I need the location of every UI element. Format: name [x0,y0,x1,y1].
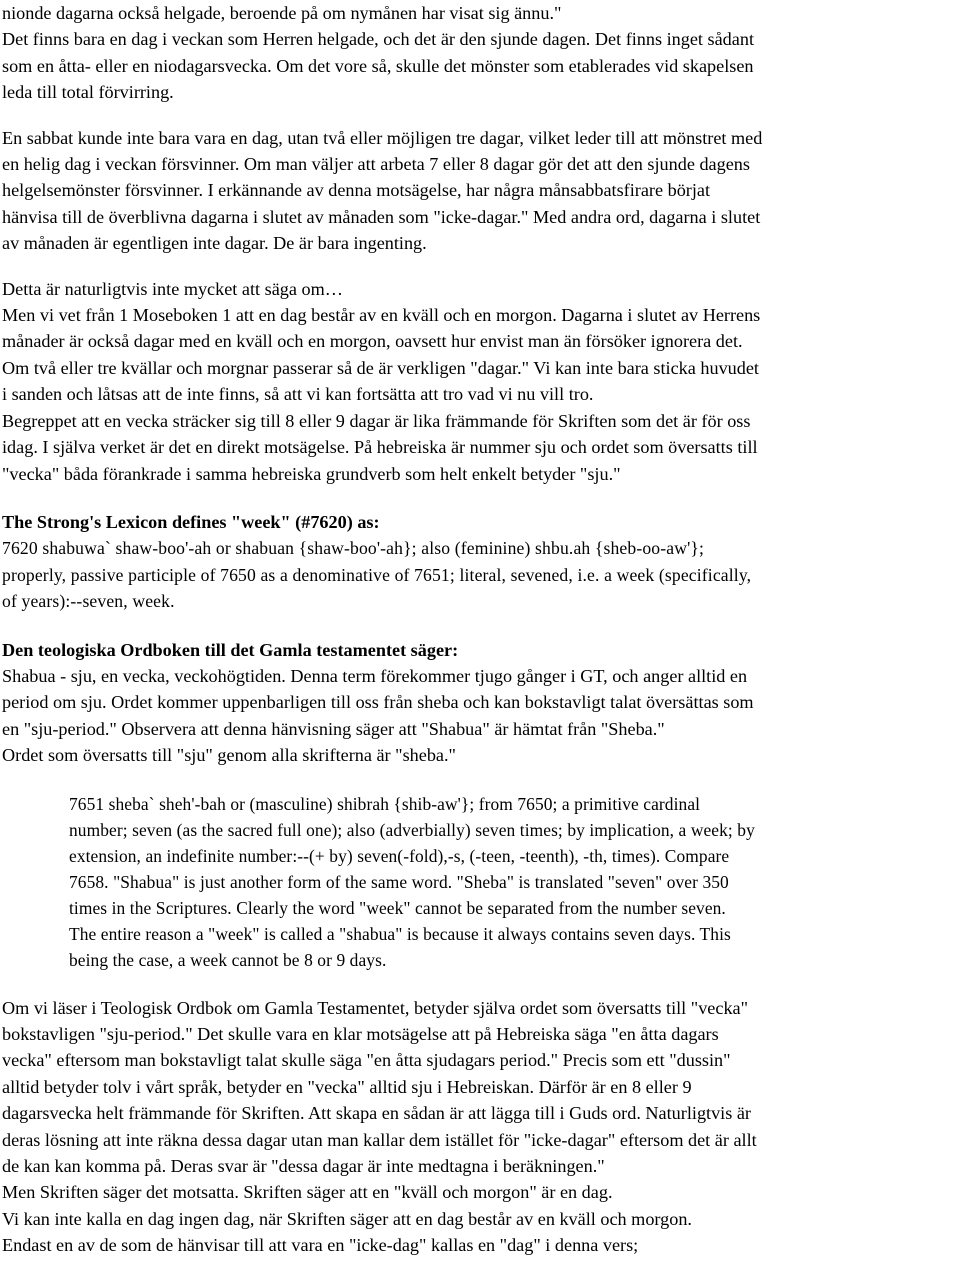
quote-line: The entire reason a "week" is called a "shabua" is because it always contains seven days. This [69,923,731,944]
paragraph-gap [2,487,958,509]
text-line: av månaden är egentligen inte dagar. De är bara ingenting. [2,233,427,254]
text-line: helgelsemönster försvinner. I erkännande av denna motsägelse, har några månsabbatsfirare börjat [2,180,711,201]
text-line: vecka" eftersom man bokstavligt talat skulle säga "en åtta sjudagars period." Precis som ett "dussin" [2,1050,731,1071]
text-line: Vi kan inte kalla en dag ingen dag, när Skriften säger att en dag består av en kväll och morgon. [2,1208,692,1229]
text-line: Detta är naturligtvis inte mycket att säga om… [2,278,343,299]
block-quote [69,791,958,973]
text-line: deras lösning att inte räkna dessa dagar utan man kallar dem istället för "icke-dagar" eftersom det är allt [2,1129,757,1150]
text-line: Om två eller tre kvällar och morgnar passerar så de är verkligen "dagar." Vi kan inte bara sticka huvudet [2,357,759,378]
paragraph-genesis [2,276,958,487]
text-line: hänvisa till de överblivna dagarna i slutet av månaden som "icke-dagar." Med andra ord, dagarna i slutet [2,206,761,227]
text-line: som en åtta- eller en niodagarsvecka. Om det vore så, skulle det mönster som etablerades vid skapelsen [2,55,754,76]
text-line: of years):--seven, week. [2,591,175,612]
section-strongs [2,509,958,615]
paragraph-gap [2,973,958,995]
text-line: de kan kan komma på. Deras svar är "dessa dagar är inte medtagna i beräkningen." [2,1156,605,1176]
quote-line: number; seven (as the sacred full one); also (adverbially) seven times; by implication, a week; by [69,819,755,840]
paragraph-conclusion [2,995,958,1259]
text-line: dagarsvecka helt främmande för Skriften. Att skapa en sådan är att lägga till i Guds ord. Naturligtvis är [2,1103,751,1124]
text-line: Ordet som översatts till "sju" genom alla skrifterna är "sheba." [2,745,456,766]
text-line: i sanden och låtsas att de inte finns, så att vi kan fortsätta att tro vad vi nu vill tro. [2,384,594,405]
paragraph-sabbath [2,125,958,257]
paragraph-intro [2,0,958,106]
text-line: Shabua - sju, en vecka, veckohögtiden. Denna term förekommer tjugo gånger i GT, och anger alltid en [2,665,748,686]
document-page [2,0,958,1259]
text-line: Men Skriften säger det motsatta. Skriften säger att en "kväll och morgon" är en dag. [2,1182,613,1203]
text-line: nionde dagarna också helgade, beroende på om nymånen har visat sig ännu." [2,3,562,23]
quote-line: extension, an indefinite number:--(+ by) seven(-fold),-s, (-teen, -teenth), -th, times). Compare [69,845,730,866]
quote-line: times in the Scriptures. Clearly the word "week" cannot be separated from the number seven. [69,897,726,918]
tdot-heading: Den teologiska Ordboken till det Gamla testamentet säger: [2,639,459,660]
text-line: bokstavligen "sju-period." Det skulle vara en klar motsägelse att på Hebreiska säga "en åtta dagars [2,1023,719,1044]
text-line: Begreppet att en vecka sträcker sig till 8 eller 9 dagar är lika främmande för Skriften som det är för oss [2,410,751,431]
paragraph-gap [2,257,958,276]
text-line: en helig dag i veckan försvinner. Om man väljer att arbeta 7 eller 8 dagar gör det att den sjunde dagens [2,154,750,175]
text-line: Det finns bara en dag i veckan som Herren helgade, och det är den sjunde dagen. Det finns inget sådant [2,29,754,50]
text-line: properly, passive participle of 7650 as a denominative of 7651; literal, sevened, i.e. a week (specifically, [2,564,752,585]
text-line: 7620 shabuwa` shaw-boo'-ah or shabuan {shaw-boo'-ah}; also (feminine) shbu.ah {sheb-oo-aw'}; [2,538,705,559]
paragraph-gap [2,769,958,791]
text-line: Om vi läser i Teologisk Ordbok om Gamla Testamentet, betyder själva ordet som översatts till "vecka" [2,997,749,1018]
text-line: alltid betyder tolv i vårt språk, betyder en "vecka" alltid sju i Hebreiskan. Därför är en 8 eller 9 [2,1076,692,1097]
text-line: period om sju. Ordet kommer uppenbarligen till oss från sheba och kan bokstavligt talat översättas som [2,692,754,713]
text-line: månader är också dagar med en kväll och en morgon, oavsett hur envist man än försöker ignorera det. [2,331,743,352]
text-line: Men vi vet från 1 Moseboken 1 att en dag består av en kväll och en morgon. Dagarna i slutet av Herrens [2,305,761,326]
text-line: En sabbat kunde inte bara vara en dag, utan två eller möjligen tre dagar, vilket leder till att mönstret med [2,127,763,148]
strongs-heading: The Strong's Lexicon defines "week" (#7620) as: [2,511,380,532]
quote-line: being the case, a week cannot be 8 or 9 days. [69,949,387,970]
section-tdot [2,637,958,769]
paragraph-gap [2,615,958,637]
text-line: idag. I själva verket är det en direkt motsägelse. På hebreiska är nummer sju och ordet som översatts till [2,437,758,458]
text-line: leda till total förvirring. [2,82,174,103]
text-line: en "sju-period." Observera att denna hänvisning säger att "Shabua" är hämtat från "Sheba." [2,718,665,739]
quote-line: 7658. "Shabua" is just another form of the same word. "Sheba" is translated "seven" over 350 [69,871,729,892]
paragraph-gap [2,106,958,125]
text-line: Endast en av de som de hänvisar till att vara en "icke-dag" kallas en "dag" i denna vers; [2,1235,639,1256]
quote-line: 7651 sheba` sheh'-bah or (masculine) shibrah {shib-aw'}; from 7650; a primitive cardinal [69,793,701,814]
text-line: "vecka" båda förankrade i samma hebreiska grundverb som helt enkelt betyder "sju." [2,463,621,484]
